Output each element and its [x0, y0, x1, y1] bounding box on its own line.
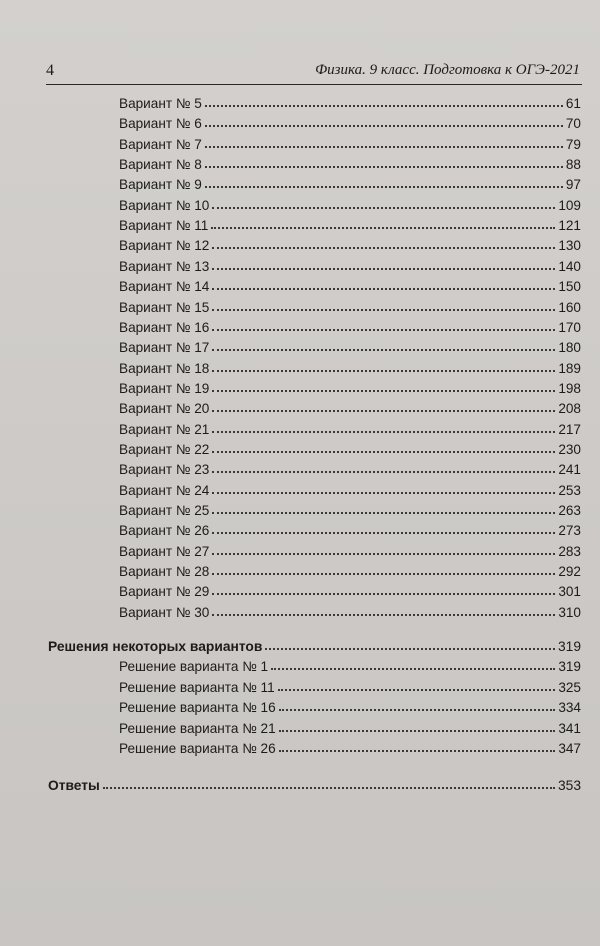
- toc-entry-label: Вариант № 10: [119, 198, 210, 213]
- dot-leader: [212, 470, 555, 473]
- toc-entry-label: Вариант № 26: [119, 523, 210, 538]
- toc-entry-label: Вариант № 8: [119, 157, 202, 172]
- toc-entry-page: 319: [558, 659, 581, 674]
- toc-entry-label: Вариант № 9: [119, 177, 202, 192]
- toc-entry-page: 283: [558, 544, 581, 559]
- toc-entry-page: 230: [558, 442, 581, 457]
- page-number: 4: [46, 62, 54, 79]
- toc-entry-page: 97: [565, 177, 581, 192]
- toc-entry-variant[interactable]: [119, 523, 581, 538]
- dot-leader: [212, 267, 555, 270]
- toc-entry-variant[interactable]: [119, 96, 581, 111]
- toc-entry-label: Вариант № 16: [119, 320, 210, 335]
- toc-entry-label: Вариант № 13: [119, 259, 210, 274]
- dot-leader: [212, 572, 555, 575]
- toc-entry-label: Вариант № 7: [119, 137, 202, 152]
- toc-entry-label: Вариант № 14: [119, 279, 210, 294]
- toc-entry-label: Вариант № 22: [119, 442, 210, 457]
- toc-entry-page: 319: [557, 639, 581, 654]
- dot-leader: [278, 688, 556, 691]
- toc-entry-label: Вариант № 24: [119, 483, 210, 498]
- toc-entry-label: Вариант № 15: [119, 300, 210, 315]
- toc-entry-page: 180: [558, 340, 581, 355]
- toc-entry-label: Вариант № 5: [119, 96, 202, 111]
- toc-entry-solution[interactable]: [119, 721, 581, 736]
- toc-entry-page: 61: [565, 96, 581, 111]
- toc-entry-solution[interactable]: [119, 741, 581, 756]
- dot-leader: [212, 511, 555, 514]
- toc-entry-label: Вариант № 17: [119, 340, 210, 355]
- dot-leader: [212, 450, 555, 453]
- toc-section-solutions[interactable]: [48, 639, 581, 654]
- toc-entry-variant[interactable]: [119, 422, 581, 437]
- toc-entry-page: 292: [558, 564, 581, 579]
- toc-entry-page: 109: [558, 198, 581, 213]
- toc-entry-page: 353: [557, 778, 581, 793]
- toc-entry-variant[interactable]: [119, 279, 581, 294]
- dot-leader: [212, 348, 555, 351]
- toc-entry-page: 170: [558, 320, 581, 335]
- toc-entry-label: Вариант № 25: [119, 503, 210, 518]
- dot-leader: [212, 246, 555, 249]
- toc-entry-variant[interactable]: [119, 320, 581, 335]
- toc-entry-variant[interactable]: [119, 605, 581, 620]
- toc-entry-page: 79: [565, 137, 581, 152]
- toc-entry-label: Вариант № 29: [119, 584, 210, 599]
- dot-leader: [279, 729, 556, 732]
- dot-leader: [212, 531, 555, 534]
- toc-entry-page: 121: [558, 218, 581, 233]
- toc-entry-page: 273: [558, 523, 581, 538]
- dot-leader: [271, 667, 555, 670]
- dot-leader: [212, 430, 555, 433]
- toc-entry-label: Вариант № 30: [119, 605, 210, 620]
- dot-leader: [205, 104, 563, 107]
- dot-leader: [205, 185, 563, 188]
- toc-entry-label: Ответы: [48, 778, 100, 793]
- dot-leader: [212, 389, 555, 392]
- dot-leader: [205, 165, 563, 168]
- toc-entry-label: Решение варианта № 16: [119, 700, 276, 715]
- dot-leader: [212, 287, 555, 290]
- toc-section-answers[interactable]: [48, 778, 581, 793]
- page-header: [46, 62, 580, 82]
- toc-entry-page: 140: [558, 259, 581, 274]
- toc-entry-solution[interactable]: [119, 680, 581, 695]
- dot-leader: [205, 145, 563, 148]
- toc-entry-page: 150: [558, 279, 581, 294]
- toc-entry-variant[interactable]: [119, 177, 581, 192]
- toc-entry-page: 310: [558, 605, 581, 620]
- toc-entry-page: 253: [558, 483, 581, 498]
- toc-entry-label: Решение варианта № 21: [119, 720, 276, 736]
- toc-entry-label: Вариант № 12: [119, 238, 210, 253]
- toc-entry-variant[interactable]: [119, 503, 581, 518]
- toc-entry-page: 217: [558, 422, 581, 437]
- running-title: Физика. 9 класс. Подготовка к ОГЭ-2021: [315, 62, 580, 78]
- dot-leader: [279, 708, 556, 711]
- toc-entry-variant[interactable]: [119, 137, 581, 152]
- dot-leader: [212, 491, 555, 494]
- toc-entry-page: 301: [558, 584, 581, 599]
- toc-entry-page: 130: [558, 238, 581, 253]
- toc-entry-variant[interactable]: [119, 381, 581, 396]
- toc-entry-page: 325: [558, 679, 581, 695]
- dot-leader: [212, 369, 555, 372]
- toc-entry-page: 263: [558, 503, 581, 518]
- toc-entry-label: Вариант № 20: [119, 401, 210, 416]
- toc-entry-variant[interactable]: [119, 584, 581, 599]
- toc-entry-variant[interactable]: [119, 544, 581, 559]
- toc-entry-page: 198: [558, 381, 581, 396]
- dot-leader: [212, 409, 555, 412]
- toc-entry-page: 70: [565, 116, 581, 131]
- dot-leader: [212, 592, 555, 595]
- toc-entry-label: Вариант № 28: [119, 564, 210, 579]
- header-divider: [46, 84, 582, 85]
- dot-leader: [265, 647, 555, 650]
- toc-entry-label: Решения некоторых вариантов: [48, 639, 263, 654]
- toc-entry-page: 189: [558, 361, 581, 376]
- toc-entry-solution[interactable]: [119, 700, 581, 715]
- toc-entry-variant[interactable]: [119, 218, 581, 233]
- toc-entry-label: Решение варианта № 11: [119, 679, 275, 695]
- toc-entry-variant[interactable]: [119, 157, 581, 172]
- toc-entry-page: 334: [558, 700, 581, 715]
- dot-leader: [211, 226, 555, 229]
- toc-entry-label: Вариант № 18: [119, 361, 210, 376]
- toc-entry-variant[interactable]: [119, 300, 581, 315]
- toc-entry-label: Вариант № 27: [119, 544, 210, 559]
- toc-entry-variant[interactable]: [119, 483, 581, 498]
- toc-entry-label: Вариант № 23: [119, 462, 210, 477]
- toc-entry-page: 208: [558, 401, 581, 416]
- dot-leader: [212, 206, 555, 209]
- toc-entry-variant[interactable]: [119, 564, 581, 579]
- toc-entry-variant[interactable]: [119, 442, 581, 457]
- toc-entry-page: 88: [565, 157, 581, 172]
- dot-leader: [212, 308, 555, 311]
- dot-leader: [212, 552, 555, 555]
- toc-entry-label: Решение варианта № 26: [119, 741, 276, 756]
- toc-entry-page: 341: [558, 720, 581, 736]
- dot-leader: [205, 124, 563, 127]
- toc-entry-label: Вариант № 11: [119, 218, 209, 233]
- toc-entry-label: Вариант № 19: [119, 381, 210, 396]
- toc-entry-variant[interactable]: [119, 238, 581, 253]
- toc-entry-page: 347: [558, 741, 581, 756]
- toc-entry-variant[interactable]: [119, 462, 581, 477]
- toc-entry-variant[interactable]: [119, 361, 581, 376]
- toc-entry-label: Решение варианта № 1: [119, 659, 269, 674]
- dot-leader: [212, 613, 555, 616]
- toc-entry-variant[interactable]: [119, 401, 581, 416]
- toc-entry-solution[interactable]: [119, 659, 581, 674]
- toc-entry-page: 160: [558, 300, 581, 315]
- toc-entry-label: Вариант № 21: [119, 422, 210, 437]
- dot-leader: [279, 749, 556, 752]
- dot-leader: [103, 786, 555, 789]
- toc-entry-variant[interactable]: [119, 116, 581, 131]
- toc-entry-variant[interactable]: [119, 340, 581, 355]
- toc-entry-label: Вариант № 6: [119, 116, 202, 131]
- dot-leader: [212, 328, 555, 331]
- toc-entry-variant[interactable]: [119, 198, 581, 213]
- toc-entry-page: 241: [558, 462, 581, 477]
- toc-entry-variant[interactable]: [119, 259, 581, 274]
